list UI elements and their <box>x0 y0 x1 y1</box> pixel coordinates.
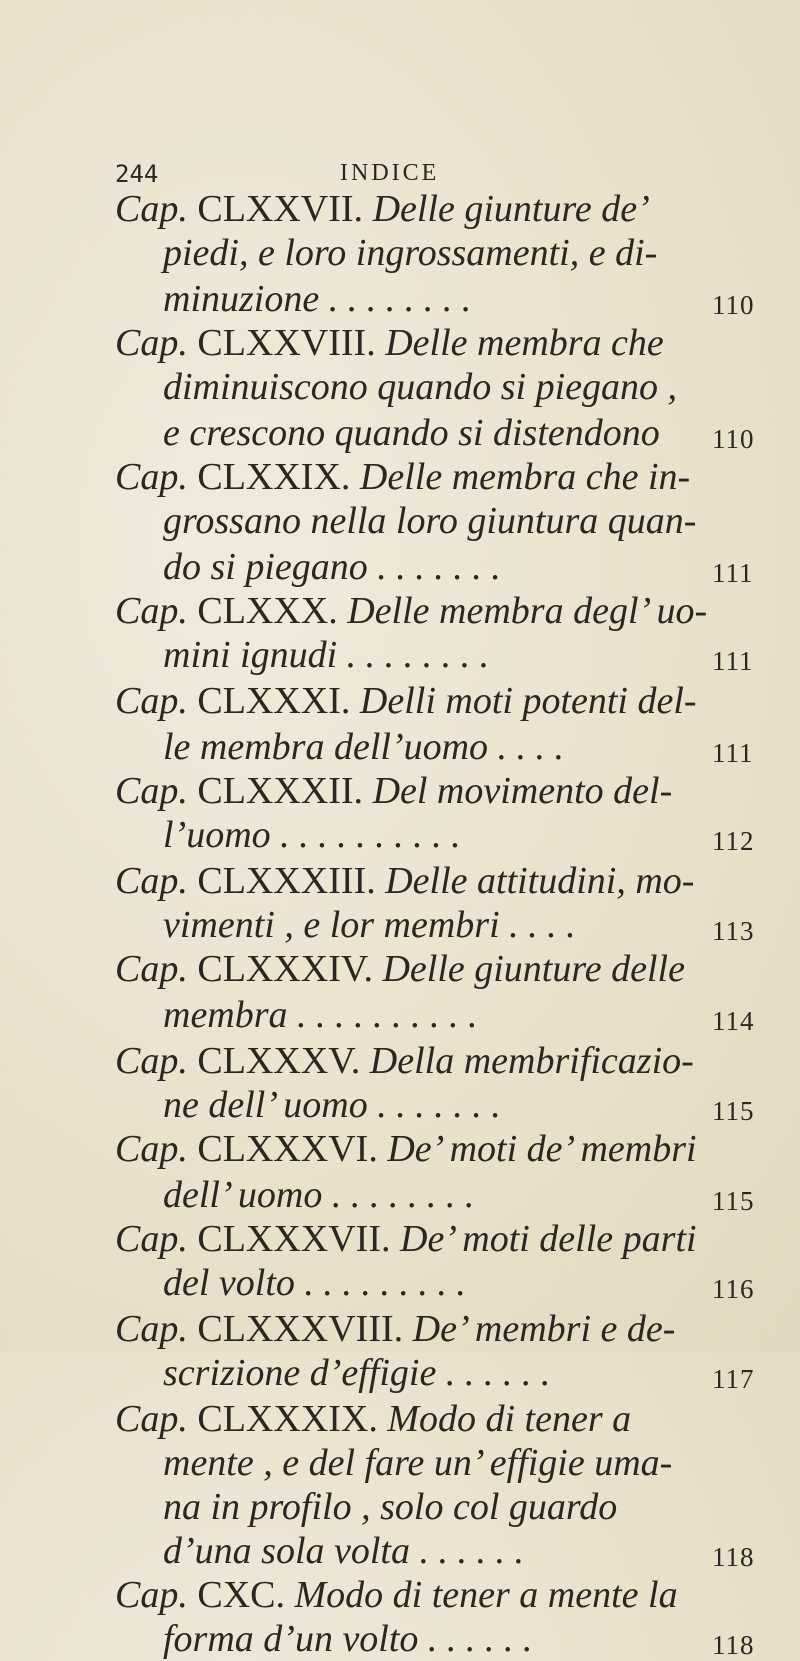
header-title: INDICE <box>340 160 440 186</box>
entry-title-text: Del movimento del- <box>372 770 673 812</box>
page-reference: 115 <box>712 1186 755 1216</box>
chapter-number: CLXXXIV. <box>197 948 373 990</box>
chapter-abbrev: Cap. <box>115 860 188 902</box>
entry-continuation-line: membra . . . . . . . . . . <box>163 994 478 1036</box>
entry-title-text: De’ moti de’ membri <box>387 1128 697 1170</box>
entry-first-line <box>115 590 707 632</box>
page-reference: 111 <box>712 558 754 588</box>
entry-continuation-line: le membra dell’uomo . . . . <box>163 726 565 768</box>
chapter-abbrev: Cap. <box>115 322 188 364</box>
entry-title-text: Della membrificazio- <box>369 1040 694 1082</box>
chapter-number: CLXXXIX. <box>197 1398 378 1440</box>
entry-title-text: De’ moti delle parti <box>400 1218 697 1260</box>
chapter-abbrev: Cap. <box>115 1040 188 1082</box>
entry-continuation-line: ne dell’ uomo . . . . . . . <box>163 1084 501 1126</box>
page-reference: 111 <box>712 646 754 676</box>
entry-continuation-line: scrizione d’effigie . . . . . . <box>163 1352 551 1394</box>
chapter-number: CLXXXVII. <box>197 1218 391 1260</box>
entry-continuation-line: l’uomo . . . . . . . . . . <box>163 814 461 856</box>
chapter-abbrev: Cap. <box>115 1218 188 1260</box>
page-reference: 116 <box>712 1274 755 1304</box>
chapter-number: CLXXXVIII. <box>197 1308 404 1350</box>
entry-title-text: Modo di tener a <box>387 1398 632 1440</box>
entry-continuation-line: d’una sola volta . . . . . . <box>163 1530 524 1572</box>
entry-first-line <box>115 1128 697 1170</box>
entry-first-line <box>115 1398 631 1440</box>
chapter-number: CLXXVII. <box>197 188 364 230</box>
entry-continuation-line: vimenti , e lor membri . . . . <box>163 904 576 946</box>
entry-first-line <box>115 456 690 498</box>
entry-first-line <box>115 770 672 812</box>
entry-continuation-line: minuzione . . . . . . . . <box>163 278 472 320</box>
page-reference: 113 <box>712 916 755 946</box>
entry-title-text: Modo di tener a mente la <box>294 1574 678 1616</box>
entry-first-line <box>115 322 664 364</box>
entry-continuation-line: na in profilo , solo col guardo <box>163 1486 618 1528</box>
page-reference: 112 <box>712 826 755 856</box>
entry-first-line <box>115 860 694 902</box>
chapter-number: CLXXXV. <box>197 1040 361 1082</box>
entry-title-text: Delle attitudini, mo- <box>385 860 695 902</box>
chapter-abbrev: Cap. <box>115 1308 188 1350</box>
page-reference: 110 <box>712 424 755 454</box>
chapter-number: CLXXXIII. <box>197 860 376 902</box>
entry-continuation-line: e crescono quando si distendono <box>163 412 660 454</box>
entry-continuation-line: dell’ uomo . . . . . . . . <box>163 1174 475 1216</box>
chapter-number: CLXXVIII. <box>197 322 376 364</box>
chapter-abbrev: Cap. <box>115 1574 188 1616</box>
entry-first-line <box>115 1218 697 1260</box>
page-reference: 117 <box>712 1364 755 1394</box>
chapter-abbrev: Cap. <box>115 1398 188 1440</box>
page-reference: 114 <box>712 1006 755 1036</box>
chapter-abbrev: Cap. <box>115 770 188 812</box>
entry-first-line <box>115 1308 675 1350</box>
chapter-abbrev: Cap. <box>115 590 188 632</box>
chapter-abbrev: Cap. <box>115 1128 188 1170</box>
page-reference: 111 <box>712 738 754 768</box>
chapter-number: CXC. <box>197 1574 285 1616</box>
entry-first-line <box>115 188 650 230</box>
entry-title-text: Delli moti potenti del- <box>359 680 697 722</box>
entry-continuation-line: piedi, e loro ingrossamenti, e di- <box>163 232 658 274</box>
page-reference: 118 <box>712 1542 755 1572</box>
page-reference: 110 <box>712 290 755 320</box>
chapter-number: CLXXXI. <box>197 680 351 722</box>
chapter-number: CLXXXII. <box>197 770 364 812</box>
chapter-number: CLXXXVI. <box>197 1128 378 1170</box>
entry-title-text: De’ membri e de- <box>412 1308 676 1350</box>
entry-title-text: Delle membra degl’ uo- <box>347 590 708 632</box>
entry-continuation-line: mente , e del fare un’ effigie uma- <box>163 1442 673 1484</box>
running-header <box>115 160 755 190</box>
page-reference: 115 <box>712 1096 755 1126</box>
page-reference: 118 <box>712 1630 755 1660</box>
chapter-number: CLXXX. <box>197 590 338 632</box>
entry-first-line <box>115 948 685 990</box>
entry-continuation-line: do si piegano . . . . . . . <box>163 546 501 588</box>
chapter-abbrev: Cap. <box>115 456 188 498</box>
chapter-abbrev: Cap. <box>115 680 188 722</box>
entry-title-text: Delle giunture de’ <box>372 188 650 230</box>
entry-first-line <box>115 1040 694 1082</box>
entry-continuation-line: mini ignudi . . . . . . . . <box>163 634 490 676</box>
entry-first-line <box>115 1574 678 1616</box>
chapter-abbrev: Cap. <box>115 948 188 990</box>
page-number: 244 <box>115 160 159 188</box>
entry-first-line <box>115 680 697 722</box>
entry-title-text: Delle membra che in- <box>359 456 691 498</box>
entry-continuation-line: forma d’un volto . . . . . . <box>163 1618 533 1660</box>
chapter-abbrev: Cap. <box>115 188 188 230</box>
entry-continuation-line: diminuiscono quando si piegano , <box>163 366 678 408</box>
entry-title-text: Delle membra che <box>385 322 664 364</box>
chapter-number: CLXXIX. <box>197 456 351 498</box>
entry-title-text: Delle giunture delle <box>382 948 685 990</box>
entry-continuation-line: del volto . . . . . . . . . <box>163 1262 466 1304</box>
entry-continuation-line: grossano nella loro giuntura quan- <box>163 500 697 542</box>
